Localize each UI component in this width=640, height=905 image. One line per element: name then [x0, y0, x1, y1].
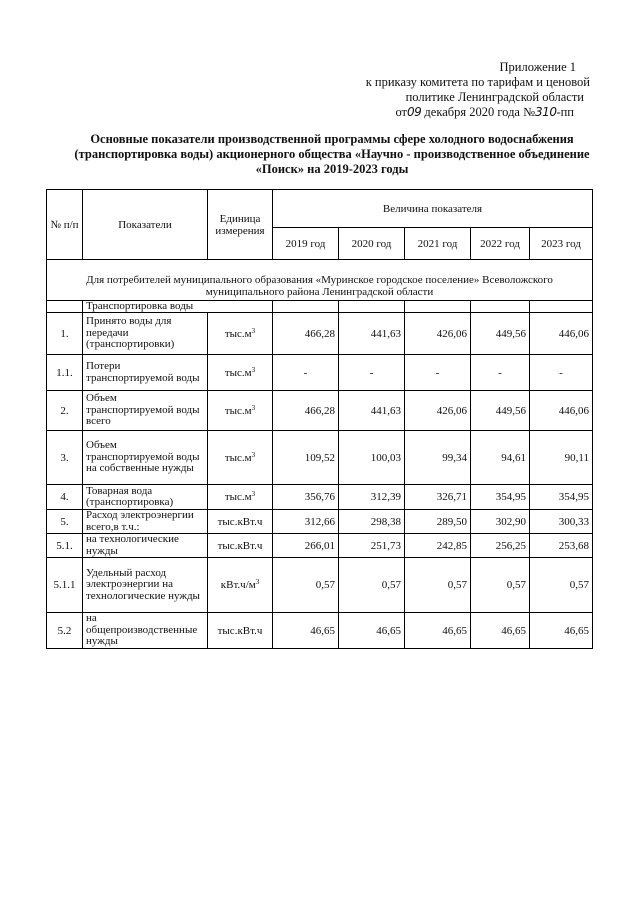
row-value: 46,65 [339, 613, 405, 649]
row-indicator: Удельный расход электроэнергии на технологические нужды [83, 558, 208, 613]
row-value: 90,11 [530, 431, 593, 485]
row-value: 441,63 [339, 313, 405, 355]
row-value: 449,56 [471, 313, 530, 355]
row-value: 446,06 [530, 391, 593, 431]
order-number-suffix: -пп [556, 105, 574, 119]
header-year: 2023 год [530, 228, 593, 260]
order-number-handwritten: 310 [535, 105, 557, 119]
row-num: 3. [47, 431, 83, 485]
row-indicator: Принято воды для передачи (транспортировки) [83, 313, 208, 355]
row-indicator: Объем транспортируемой воды на собственные нужды [83, 431, 208, 485]
row-value: 449,56 [471, 391, 530, 431]
row-unit: $кВт.ч/м^3$ [208, 558, 273, 613]
row-unit: $тыс.м^3$ [208, 485, 273, 510]
appendix-line-1: Приложение 1 [499, 60, 576, 74]
section-title: Для потребителей муниципального образования «Муринское городское поселение» Всеволожского муниципального района Ленинградской области [47, 272, 593, 301]
indicators-table [46, 189, 593, 649]
section-row [47, 272, 593, 301]
row-value: 300,33 [530, 510, 593, 534]
row-value: 109,52 [273, 431, 339, 485]
row-value: 312,39 [339, 485, 405, 510]
row-value: 99,34 [405, 431, 471, 485]
header-year: 2021 год [405, 228, 471, 260]
row-value: 242,85 [405, 534, 471, 558]
title-line-1: Основные показатели производственной программы сфере холодного водоснабжения [90, 132, 574, 146]
spacer-row [47, 260, 593, 272]
row-value: 251,73 [339, 534, 405, 558]
appendix-line-2: к приказу комитета по тарифам и ценовой [365, 75, 590, 89]
row-value: 354,95 [530, 485, 593, 510]
header-indicator: Показатели [83, 190, 208, 260]
row-num: 2. [47, 391, 83, 431]
row-value: 354,95 [471, 485, 530, 510]
row-indicator: Товарная вода (транспортировка) [83, 485, 208, 510]
row-value: 446,06 [530, 313, 593, 355]
row-num: 5.1. [47, 534, 83, 558]
row-value: 289,50 [405, 510, 471, 534]
row-num: 1.1. [47, 355, 83, 391]
row-value: 0,57 [339, 558, 405, 613]
row-value: 94,61 [471, 431, 530, 485]
row-value: 253,68 [530, 534, 593, 558]
row-value: 426,06 [405, 313, 471, 355]
table-row [47, 313, 593, 355]
row-value: 46,65 [273, 613, 339, 649]
row-value: 46,65 [530, 613, 593, 649]
row-value: 256,25 [471, 534, 530, 558]
row-unit: $тыс.м^3$ [208, 431, 273, 485]
row-value: 46,65 [405, 613, 471, 649]
row-value: 298,38 [339, 510, 405, 534]
row-value: - [339, 355, 405, 391]
table-row [47, 558, 593, 613]
header-year: 2020 год [339, 228, 405, 260]
row-value: - [405, 355, 471, 391]
row-value: 466,28 [273, 391, 339, 431]
table-row [47, 355, 593, 391]
row-num: 4. [47, 485, 83, 510]
document-title [52, 132, 612, 177]
row-num: 5.1.1 [47, 558, 83, 613]
row-value: 0,57 [471, 558, 530, 613]
table-row [47, 391, 593, 431]
row-unit: $тыс.м^3$ [208, 355, 273, 391]
table-row [47, 485, 593, 510]
title-line-3: «Поиск» на 2019-2023 годы [255, 162, 409, 176]
table-row [47, 534, 593, 558]
row-unit: $тыс.м^3$ [208, 391, 273, 431]
row-value: 356,76 [273, 485, 339, 510]
row-indicator: на технологические нужды [83, 534, 208, 558]
appendix-block [340, 60, 590, 120]
row-num: 5. [47, 510, 83, 534]
row-unit: $тыс.м^3$ [208, 313, 273, 355]
row-value: 46,65 [471, 613, 530, 649]
subsection-row [47, 300, 593, 313]
row-unit: тыс.кВт.ч [208, 613, 273, 649]
row-indicator: Расход электроэнергии всего,в т.ч.: [83, 510, 208, 534]
appendix-line-4 [340, 105, 590, 120]
row-num: 5.2 [47, 613, 83, 649]
row-indicator: на общепроизводственные нужды [83, 613, 208, 649]
table-row [47, 613, 593, 649]
row-value: 100,03 [339, 431, 405, 485]
row-value: 0,57 [405, 558, 471, 613]
table-row [47, 510, 593, 534]
row-value: 266,01 [273, 534, 339, 558]
row-value: 441,63 [339, 391, 405, 431]
order-date-prefix: от [395, 105, 408, 119]
subsection-title: Транспортировка воды [83, 300, 273, 313]
order-day-handwritten: 09 [407, 105, 422, 119]
row-value: - [273, 355, 339, 391]
table-row [47, 431, 593, 485]
row-unit: тыс.кВт.ч [208, 510, 273, 534]
row-value: - [471, 355, 530, 391]
header-value: Величина показателя [273, 190, 593, 228]
header-num: № п/п [47, 190, 83, 260]
row-indicator: Объем транспортируемой воды всего [83, 391, 208, 431]
title-line-2: (транспортировка воды) акционерного общества «Научно - производственное объединение [74, 147, 590, 161]
row-value: - [530, 355, 593, 391]
row-value: 0,57 [273, 558, 339, 613]
row-unit: тыс.кВт.ч [208, 534, 273, 558]
row-value: 326,71 [405, 485, 471, 510]
header-year: 2019 год [273, 228, 339, 260]
order-date-middle: декабря 2020 года № [421, 105, 536, 119]
row-value: 0,57 [530, 558, 593, 613]
row-value: 302,90 [471, 510, 530, 534]
row-value: 426,06 [405, 391, 471, 431]
row-indicator: Потери транспортируемой воды [83, 355, 208, 391]
appendix-line-3: политике Ленинградской области [405, 90, 584, 104]
row-value: 312,66 [273, 510, 339, 534]
row-value: 466,28 [273, 313, 339, 355]
row-num: 1. [47, 313, 83, 355]
header-year: 2022 год [471, 228, 530, 260]
header-unit: Единица измерения [208, 190, 273, 260]
